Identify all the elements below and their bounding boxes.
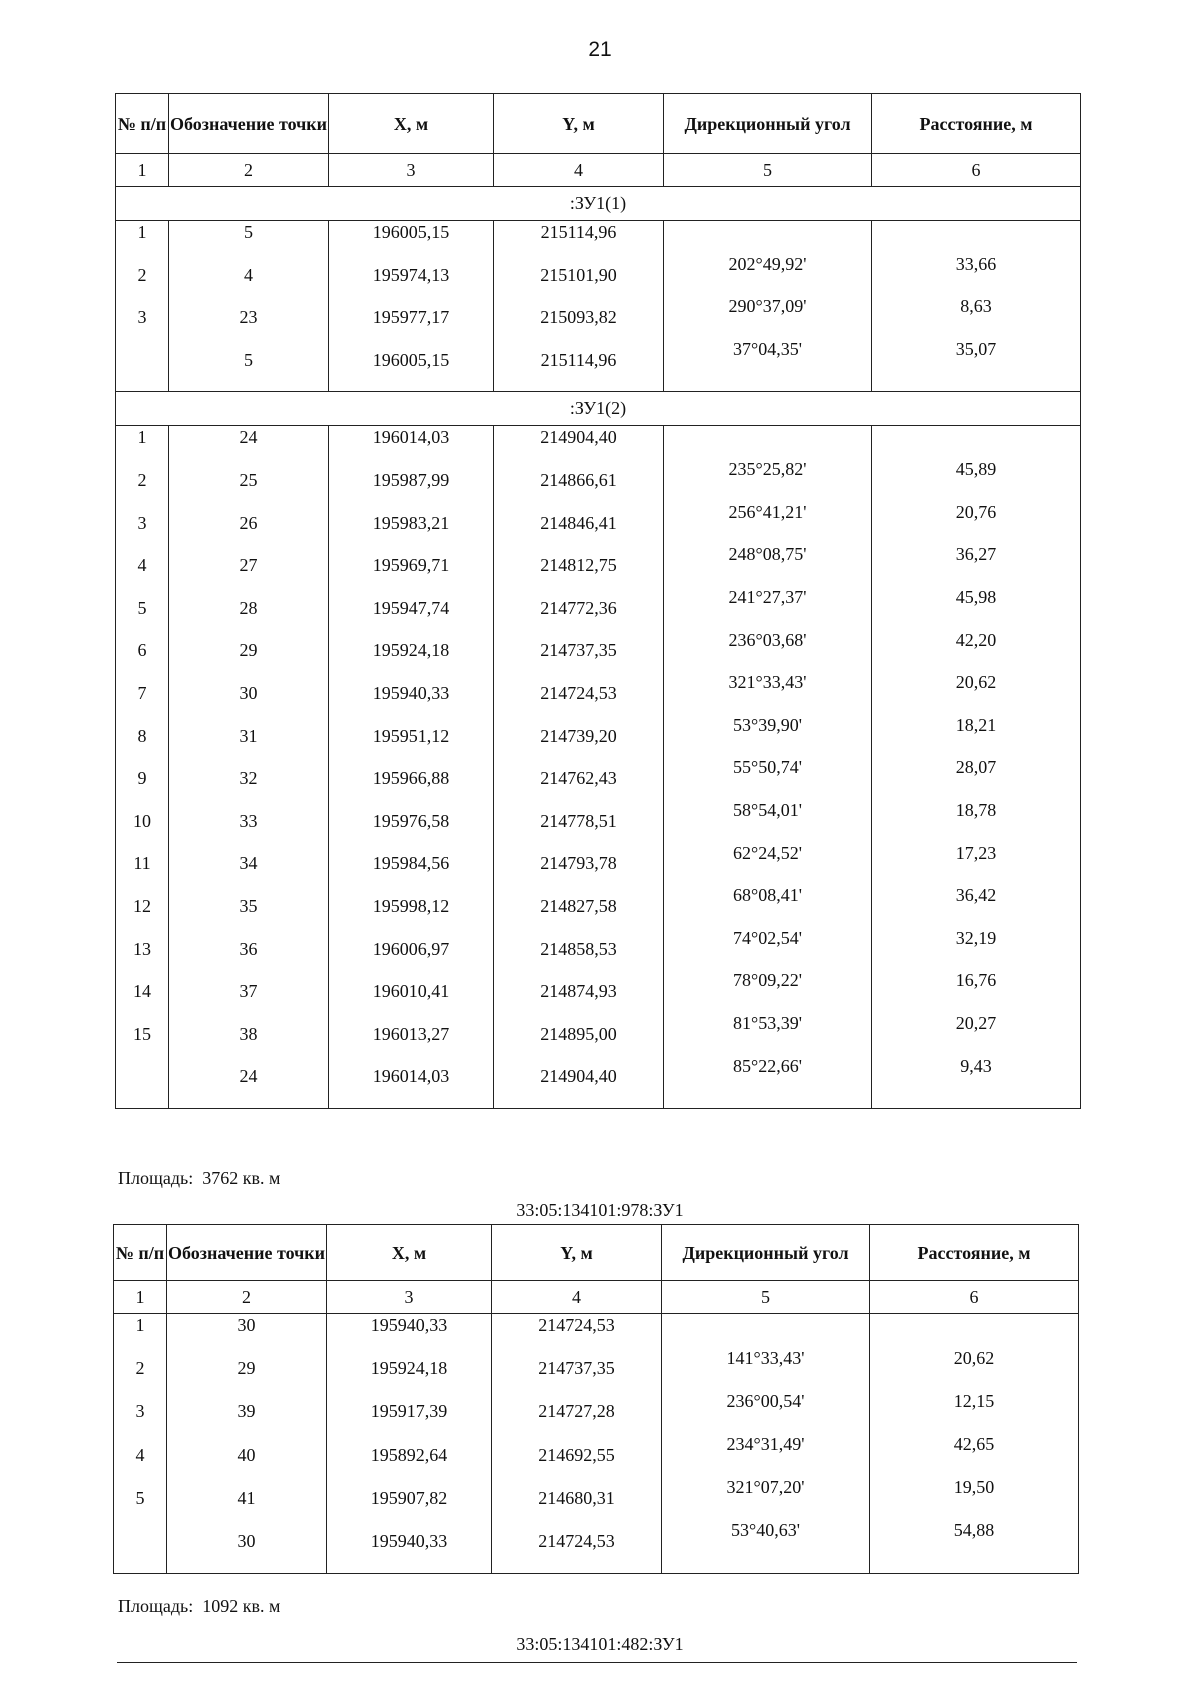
point-label: 24: [239, 427, 258, 448]
area-2: [118, 1596, 280, 1617]
x-coordinate: 195940,33: [372, 683, 450, 703]
point-label: 40: [237, 1444, 256, 1465]
y-coordinate: 214827,58: [540, 895, 617, 916]
bearing: 81°53,39': [733, 1012, 802, 1033]
y-coordinate: 214739,20: [540, 725, 617, 746]
column-bearing: [664, 221, 872, 392]
cadastral-number-1: 33:05:134101:978:ЗУ1: [516, 1200, 684, 1220]
header-distance: Расстояние, м: [872, 94, 1081, 154]
column-point-label: [169, 426, 329, 1109]
bearing: 78°09,22': [733, 970, 802, 991]
x-coordinate: 196014,03: [372, 1066, 450, 1087]
data-block: [116, 426, 1081, 1109]
bearing: 53°39,90': [733, 714, 802, 735]
point-number: 3: [135, 1401, 145, 1422]
x-coordinate: 196005,15: [372, 349, 450, 370]
column-y-coordinate: [494, 221, 664, 392]
x-coordinate: 195892,64: [370, 1444, 448, 1465]
header-row: [114, 1225, 1079, 1281]
distance: 9,43: [960, 1055, 992, 1076]
y-coordinate: 214904,40: [540, 427, 617, 448]
bearing: 321°07,20': [726, 1477, 805, 1498]
y-coordinate: 214727,28: [538, 1401, 615, 1422]
column-point-number: [116, 426, 169, 1109]
y-coordinate: 215093,82: [540, 307, 617, 328]
bearing: 256°41,21': [728, 501, 807, 522]
point-label: 33: [239, 810, 258, 831]
index-cell: 2: [169, 154, 329, 187]
bearing: 202°49,92': [728, 253, 807, 274]
y-coordinate: 214724,53: [538, 1530, 615, 1551]
distance: 20,76: [955, 501, 997, 522]
column-distance: [872, 426, 1081, 1109]
coordinates-table-1: [115, 93, 1081, 1109]
index-cell: 5: [662, 1281, 870, 1314]
point-label: 28: [239, 597, 258, 618]
distance: 42,20: [955, 629, 997, 650]
x-coordinate: 195984,56: [372, 853, 450, 874]
column-point-label: [169, 221, 329, 392]
header-y: Y, м: [492, 1225, 662, 1281]
bearing: 321°33,43': [728, 672, 807, 693]
column-distance: [872, 221, 1081, 392]
header-x: X, м: [327, 1225, 492, 1281]
header-angle: Дирекционный угол: [662, 1225, 870, 1281]
header-distance: Расстояние, м: [870, 1225, 1079, 1281]
index-cell: 2: [167, 1281, 327, 1314]
section-title: :ЗУ1(1): [116, 187, 1081, 221]
y-coordinate: 214737,35: [540, 640, 617, 661]
point-number: [116, 1065, 168, 1108]
x-coordinate: 195969,71: [372, 555, 450, 576]
point-label: 27: [239, 555, 258, 576]
y-coordinate: 214846,41: [540, 512, 617, 533]
y-coordinate: 214778,51: [540, 810, 617, 831]
y-coordinate: 214858,53: [540, 938, 617, 959]
y-coordinate: 215114,96: [540, 222, 617, 242]
x-coordinate: 196014,03: [372, 427, 450, 448]
point-label: 34: [239, 853, 258, 874]
index-cell: 5: [664, 154, 872, 187]
y-coordinate: 214793,78: [540, 853, 617, 874]
coordinates-table-2: [113, 1224, 1079, 1574]
distance: 16,76: [955, 970, 997, 991]
point-label: 31: [239, 725, 258, 746]
column-bearing: [664, 426, 872, 1109]
point-number: 5: [137, 597, 147, 618]
index-cell: 4: [492, 1281, 662, 1314]
index-cell: 3: [329, 154, 494, 187]
column-x-coordinate: [327, 1314, 492, 1574]
point-label: 36: [239, 938, 258, 959]
point-label: 25: [239, 470, 258, 491]
distance: 20,62: [955, 672, 997, 693]
point-label: 32: [239, 768, 258, 789]
point-label: 30: [237, 1530, 256, 1551]
point-number: 1: [135, 1315, 145, 1336]
point-number: 6: [137, 640, 147, 661]
distance: 45,89: [955, 459, 997, 480]
area-1: [118, 1168, 280, 1189]
point-label: 30: [239, 683, 258, 703]
x-coordinate: 195940,33: [370, 1315, 448, 1336]
point-label: 29: [237, 1358, 256, 1379]
header-num: № п/п: [116, 94, 169, 154]
y-coordinate: 214737,35: [538, 1358, 615, 1379]
x-coordinate: 195983,21: [372, 512, 450, 533]
distance: 45,98: [955, 587, 997, 608]
header-angle: Дирекционный угол: [664, 94, 872, 154]
bearing: 55°50,74': [733, 757, 802, 778]
page-number: 21: [588, 38, 612, 61]
column-y-coordinate: [494, 426, 664, 1109]
x-coordinate: 195917,39: [370, 1401, 448, 1422]
bearing: 68°08,41': [733, 885, 802, 906]
point-number: 2: [135, 1358, 145, 1379]
point-number: [116, 349, 168, 392]
point-label: 4: [244, 264, 253, 285]
index-row: [116, 154, 1081, 187]
y-coordinate: 214724,53: [540, 683, 617, 703]
point-number: 2: [137, 264, 147, 285]
column-x-coordinate: [329, 426, 494, 1109]
section-title: :ЗУ1(2): [116, 392, 1081, 426]
y-coordinate: 214866,61: [540, 470, 617, 491]
point-number: 5: [135, 1487, 145, 1508]
point-number: 11: [133, 853, 151, 874]
point-number: 10: [133, 810, 151, 831]
section-title-row: [116, 187, 1081, 221]
header-point: Обозначение точки: [167, 1225, 327, 1281]
point-number: 7: [137, 683, 147, 703]
point-number: 3: [137, 307, 147, 328]
x-coordinate: 195940,33: [370, 1530, 448, 1551]
point-label: 39: [237, 1401, 256, 1422]
point-number: 2: [137, 470, 147, 491]
point-label: 5: [244, 222, 253, 242]
bearing: 62°24,52': [733, 842, 802, 863]
x-coordinate: 195977,17: [372, 307, 450, 328]
header-y: Y, м: [494, 94, 664, 154]
x-coordinate: 195907,82: [370, 1487, 448, 1508]
distance: 36,27: [955, 544, 997, 565]
x-coordinate: 195976,58: [372, 810, 450, 831]
y-coordinate: 214874,93: [540, 981, 617, 1002]
header-row: [116, 94, 1081, 154]
bearing: 85°22,66': [733, 1055, 802, 1076]
column-x-coordinate: [329, 221, 494, 392]
point-label: 41: [237, 1487, 256, 1508]
index-cell: 3: [327, 1281, 492, 1314]
y-coordinate: 215114,96: [540, 349, 617, 370]
area-value: 1092 кв. м: [202, 1596, 281, 1616]
column-bearing: [662, 1314, 870, 1574]
distance: 18,21: [955, 714, 997, 735]
point-number: 15: [133, 1023, 151, 1044]
x-coordinate: 195974,13: [372, 264, 450, 285]
point-number: [114, 1530, 166, 1573]
distance: 8,63: [960, 296, 992, 317]
bearing: 234°31,49': [726, 1434, 805, 1454]
index-cell: 6: [870, 1281, 1079, 1314]
data-block: [116, 221, 1081, 392]
point-number: 4: [135, 1444, 145, 1465]
bearing: 74°02,54': [733, 927, 802, 948]
distance: 33,66: [955, 253, 997, 274]
point-label: 37: [239, 981, 258, 1002]
x-coordinate: 195947,74: [372, 597, 450, 618]
point-number: 13: [133, 938, 151, 959]
page-bottom-rule: [117, 1662, 1077, 1663]
area-label: Площадь:: [118, 1596, 194, 1616]
point-number: 8: [137, 725, 147, 746]
point-number: 3: [137, 512, 147, 533]
point-label: 26: [239, 512, 258, 533]
point-label: 38: [239, 1023, 258, 1044]
distance: 17,23: [955, 842, 997, 863]
y-coordinate: 214904,40: [540, 1066, 617, 1087]
area-value: 3762 кв. м: [202, 1168, 281, 1188]
index-cell: 6: [872, 154, 1081, 187]
point-number: 12: [133, 895, 151, 916]
point-number: 9: [137, 768, 147, 789]
bearing: 290°37,09': [728, 296, 807, 317]
point-label: 5: [244, 349, 253, 370]
x-coordinate: 195998,12: [372, 895, 450, 916]
header-point: Обозначение точки: [169, 94, 329, 154]
point-label: 30: [237, 1315, 256, 1336]
y-coordinate: 214772,36: [540, 597, 617, 618]
distance: 32,19: [955, 927, 997, 948]
y-coordinate: 214724,53: [538, 1315, 615, 1336]
distance: 12,15: [953, 1390, 995, 1411]
bearing: 241°27,37': [728, 587, 807, 608]
bearing: 236°03,68': [728, 629, 807, 650]
bearing: 248°08,75': [728, 544, 807, 565]
x-coordinate: 196013,27: [372, 1023, 450, 1044]
distance: 42,65: [953, 1434, 995, 1454]
index-cell: 1: [114, 1281, 167, 1314]
y-coordinate: 214895,00: [540, 1023, 617, 1044]
point-label: 24: [239, 1066, 258, 1087]
point-label: 35: [239, 895, 258, 916]
x-coordinate: 195987,99: [372, 470, 450, 491]
distance: 20,27: [955, 1012, 997, 1033]
y-coordinate: 214762,43: [540, 768, 617, 789]
point-number: 4: [137, 555, 147, 576]
section-title-row: [116, 392, 1081, 426]
distance: 35,07: [955, 338, 997, 359]
cadastral-number-2: 33:05:134101:482:ЗУ1: [516, 1634, 684, 1654]
x-coordinate: 195966,88: [372, 768, 450, 789]
y-coordinate: 214812,75: [540, 555, 617, 576]
distance: 36,42: [955, 885, 997, 906]
point-number: 1: [137, 427, 147, 448]
point-number: 1: [137, 222, 147, 242]
column-point-label: [167, 1314, 327, 1574]
header-x: X, м: [329, 94, 494, 154]
distance: 54,88: [953, 1520, 995, 1541]
x-coordinate: 196010,41: [372, 981, 450, 1002]
y-coordinate: 214680,31: [538, 1487, 615, 1508]
data-block: [114, 1314, 1079, 1574]
bearing: 58°54,01': [733, 799, 802, 820]
distance: 20,62: [953, 1347, 995, 1368]
area-label: Площадь:: [118, 1168, 194, 1188]
index-cell: 4: [494, 154, 664, 187]
distance: 18,78: [955, 799, 997, 820]
bearing: 235°25,82': [728, 459, 807, 480]
x-coordinate: 195924,18: [372, 640, 450, 661]
x-coordinate: 195951,12: [372, 725, 450, 746]
bearing: 53°40,63': [731, 1520, 800, 1541]
column-y-coordinate: [492, 1314, 662, 1574]
index-row: [114, 1281, 1079, 1314]
x-coordinate: 196006,97: [372, 938, 450, 959]
bearing: 236°00,54': [726, 1390, 805, 1411]
column-point-number: [116, 221, 169, 392]
point-label: 29: [239, 640, 258, 661]
column-distance: [870, 1314, 1079, 1574]
distance: 28,07: [955, 757, 997, 778]
point-number: 14: [133, 981, 151, 1002]
x-coordinate: 195924,18: [370, 1358, 448, 1379]
y-coordinate: 214692,55: [538, 1444, 615, 1465]
bearing: 141°33,43': [726, 1347, 805, 1368]
distance: 19,50: [953, 1477, 995, 1498]
index-cell: 1: [116, 154, 169, 187]
point-label: 23: [239, 307, 258, 328]
column-point-number: [114, 1314, 167, 1574]
x-coordinate: 196005,15: [372, 222, 450, 242]
y-coordinate: 215101,90: [540, 264, 617, 285]
header-num: № п/п: [114, 1225, 167, 1281]
bearing: 37°04,35': [733, 338, 802, 359]
